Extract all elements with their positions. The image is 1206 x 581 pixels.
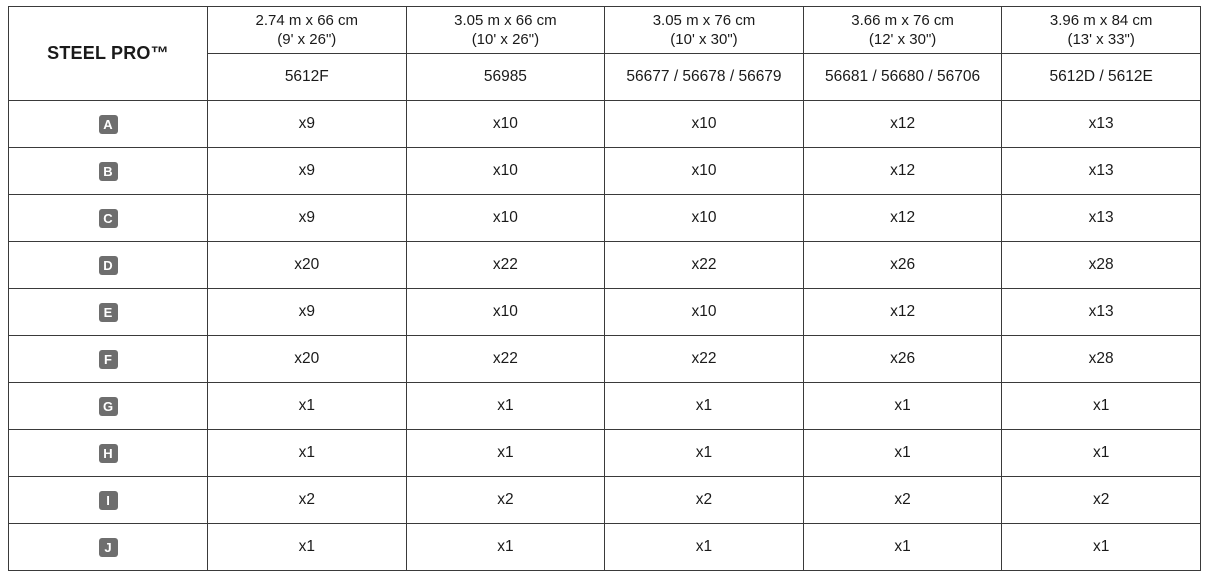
size-header-cell bbox=[1002, 7, 1201, 54]
quantity-value: x1 bbox=[1092, 538, 1110, 555]
parts-quantity-table bbox=[8, 6, 1201, 571]
quantity-value: x28 bbox=[1088, 256, 1114, 273]
quantity-cell bbox=[406, 524, 605, 571]
size-metric: 2.74 m x 66 cm bbox=[255, 12, 359, 29]
quantity-value: x12 bbox=[890, 303, 916, 320]
table-row bbox=[9, 336, 1201, 383]
size-metric: 3.05 m x 76 cm bbox=[652, 12, 756, 29]
quantity-cell bbox=[208, 195, 407, 242]
quantity-value: x1 bbox=[298, 538, 315, 555]
size-header-cell bbox=[208, 7, 407, 54]
model-number: 5612D / 5612E bbox=[1049, 68, 1153, 85]
quantity-value: x1 bbox=[695, 397, 713, 414]
quantity-value: x1 bbox=[1092, 444, 1110, 461]
quantity-cell bbox=[803, 477, 1002, 524]
quantity-cell bbox=[605, 430, 804, 477]
size-imperial: (13' x 33") bbox=[1067, 31, 1135, 48]
quantity-value: x20 bbox=[294, 350, 320, 367]
quantity-cell bbox=[406, 289, 605, 336]
quantity-value: x20 bbox=[294, 256, 320, 273]
part-letter-badge: A bbox=[99, 115, 118, 134]
quantity-cell bbox=[605, 524, 804, 571]
quantity-cell bbox=[605, 289, 804, 336]
quantity-cell bbox=[208, 477, 407, 524]
part-letter-badge: E bbox=[99, 303, 118, 322]
size-metric: 3.66 m x 76 cm bbox=[851, 12, 954, 29]
quantity-cell bbox=[803, 383, 1002, 430]
table-row bbox=[9, 148, 1201, 195]
model-number-cell bbox=[605, 54, 804, 101]
quantity-cell bbox=[605, 383, 804, 430]
parts-table-container bbox=[8, 6, 1201, 571]
quantity-cell bbox=[803, 524, 1002, 571]
quantity-cell bbox=[605, 101, 804, 148]
quantity-value: x10 bbox=[691, 162, 717, 179]
size-header-row bbox=[9, 7, 1201, 54]
quantity-value: x26 bbox=[890, 256, 916, 273]
quantity-value: x2 bbox=[497, 491, 514, 508]
quantity-cell bbox=[1002, 195, 1201, 242]
brand-title: STEEL PRO™ bbox=[47, 43, 169, 63]
part-letter-badge: D bbox=[99, 256, 118, 275]
table-row bbox=[9, 195, 1201, 242]
quantity-cell bbox=[406, 101, 605, 148]
model-number-cell bbox=[208, 54, 407, 101]
part-label-cell bbox=[9, 148, 208, 195]
quantity-cell bbox=[803, 242, 1002, 289]
quantity-cell bbox=[406, 383, 605, 430]
quantity-cell bbox=[406, 195, 605, 242]
size-header-cell bbox=[406, 7, 605, 54]
part-label-cell bbox=[9, 477, 208, 524]
model-number-cell bbox=[803, 54, 1002, 101]
size-imperial: (10' x 26") bbox=[471, 31, 540, 48]
quantity-cell bbox=[605, 477, 804, 524]
quantity-value: x9 bbox=[298, 115, 315, 132]
quantity-cell bbox=[1002, 148, 1201, 195]
size-header-cell bbox=[605, 7, 804, 54]
quantity-value: x2 bbox=[1092, 491, 1110, 508]
quantity-value: x12 bbox=[890, 209, 916, 226]
quantity-value: x22 bbox=[691, 350, 717, 367]
quantity-value: x22 bbox=[492, 256, 518, 273]
quantity-cell bbox=[803, 148, 1002, 195]
quantity-value: x1 bbox=[695, 444, 713, 461]
quantity-cell bbox=[803, 101, 1002, 148]
size-imperial: (9' x 26") bbox=[277, 31, 337, 48]
quantity-value: x1 bbox=[695, 538, 713, 555]
table-row bbox=[9, 383, 1201, 430]
part-label-cell bbox=[9, 383, 208, 430]
model-number: 5612F bbox=[284, 68, 329, 85]
quantity-value: x2 bbox=[894, 491, 911, 508]
quantity-cell bbox=[1002, 430, 1201, 477]
part-label-cell bbox=[9, 101, 208, 148]
quantity-value: x12 bbox=[890, 115, 916, 132]
model-number: 56681 / 56680 / 56706 bbox=[825, 68, 981, 85]
part-label-cell bbox=[9, 195, 208, 242]
quantity-value: x22 bbox=[691, 256, 717, 273]
brand-cell bbox=[9, 7, 208, 101]
quantity-value: x13 bbox=[1088, 162, 1114, 179]
model-number: 56677 / 56678 / 56679 bbox=[626, 68, 782, 85]
quantity-cell bbox=[803, 195, 1002, 242]
quantity-cell bbox=[208, 383, 407, 430]
quantity-cell bbox=[406, 336, 605, 383]
quantity-value: x2 bbox=[298, 491, 315, 508]
quantity-cell bbox=[406, 477, 605, 524]
part-letter-badge: J bbox=[99, 538, 118, 557]
quantity-value: x1 bbox=[497, 444, 514, 461]
quantity-cell bbox=[803, 289, 1002, 336]
quantity-cell bbox=[605, 336, 804, 383]
quantity-cell bbox=[1002, 524, 1201, 571]
quantity-value: x1 bbox=[1092, 397, 1110, 414]
quantity-value: x10 bbox=[492, 303, 518, 320]
model-number-cell bbox=[1002, 54, 1201, 101]
quantity-value: x1 bbox=[298, 397, 315, 414]
part-letter-badge: G bbox=[99, 397, 118, 416]
quantity-cell bbox=[208, 101, 407, 148]
model-number: 56985 bbox=[483, 68, 527, 85]
quantity-value: x10 bbox=[492, 115, 518, 132]
quantity-value: x2 bbox=[695, 491, 713, 508]
quantity-cell bbox=[1002, 101, 1201, 148]
part-label-cell bbox=[9, 430, 208, 477]
quantity-cell bbox=[803, 336, 1002, 383]
part-label-cell bbox=[9, 242, 208, 289]
quantity-value: x10 bbox=[492, 209, 518, 226]
size-imperial: (12' x 30") bbox=[868, 31, 937, 48]
quantity-cell bbox=[406, 430, 605, 477]
quantity-value: x1 bbox=[497, 397, 514, 414]
quantity-value: x9 bbox=[298, 209, 315, 226]
quantity-cell bbox=[406, 242, 605, 289]
size-imperial: (10' x 30") bbox=[670, 31, 738, 48]
quantity-cell bbox=[1002, 242, 1201, 289]
quantity-cell bbox=[605, 242, 804, 289]
quantity-cell bbox=[208, 430, 407, 477]
quantity-value: x10 bbox=[492, 162, 518, 179]
table-row bbox=[9, 477, 1201, 524]
part-letter-badge: C bbox=[99, 209, 118, 228]
part-label-cell bbox=[9, 289, 208, 336]
quantity-cell bbox=[605, 148, 804, 195]
quantity-value: x10 bbox=[691, 115, 717, 132]
quantity-value: x26 bbox=[890, 350, 916, 367]
size-metric: 3.05 m x 66 cm bbox=[454, 12, 557, 29]
quantity-value: x1 bbox=[894, 444, 911, 461]
size-header-cell bbox=[803, 7, 1002, 54]
table-row bbox=[9, 101, 1201, 148]
quantity-value: x13 bbox=[1088, 303, 1114, 320]
quantity-value: x12 bbox=[890, 162, 916, 179]
part-letter-badge: F bbox=[99, 350, 118, 369]
quantity-cell bbox=[208, 242, 407, 289]
model-number-cell bbox=[406, 54, 605, 101]
part-letter-badge: I bbox=[99, 491, 118, 510]
size-metric: 3.96 m x 84 cm bbox=[1049, 12, 1153, 29]
part-label-cell bbox=[9, 524, 208, 571]
quantity-value: x1 bbox=[894, 397, 911, 414]
part-letter-badge: B bbox=[99, 162, 118, 181]
quantity-value: x10 bbox=[691, 303, 717, 320]
quantity-value: x1 bbox=[497, 538, 514, 555]
table-row bbox=[9, 430, 1201, 477]
part-letter-badge: H bbox=[99, 444, 118, 463]
quantity-value: x13 bbox=[1088, 209, 1114, 226]
table-row bbox=[9, 524, 1201, 571]
quantity-cell bbox=[1002, 477, 1201, 524]
quantity-value: x9 bbox=[298, 303, 315, 320]
quantity-value: x1 bbox=[298, 444, 315, 461]
quantity-cell bbox=[1002, 383, 1201, 430]
quantity-value: x9 bbox=[298, 162, 315, 179]
quantity-value: x1 bbox=[894, 538, 911, 555]
quantity-value: x13 bbox=[1088, 115, 1114, 132]
quantity-cell bbox=[208, 148, 407, 195]
quantity-cell bbox=[208, 289, 407, 336]
quantity-cell bbox=[406, 148, 605, 195]
quantity-value: x22 bbox=[492, 350, 518, 367]
quantity-value: x28 bbox=[1088, 350, 1114, 367]
quantity-value: x10 bbox=[691, 209, 717, 226]
table-row bbox=[9, 289, 1201, 336]
quantity-cell bbox=[208, 336, 407, 383]
quantity-cell bbox=[1002, 336, 1201, 383]
quantity-cell bbox=[605, 195, 804, 242]
quantity-cell bbox=[208, 524, 407, 571]
part-label-cell bbox=[9, 336, 208, 383]
quantity-cell bbox=[1002, 289, 1201, 336]
quantity-cell bbox=[803, 430, 1002, 477]
table-row bbox=[9, 242, 1201, 289]
